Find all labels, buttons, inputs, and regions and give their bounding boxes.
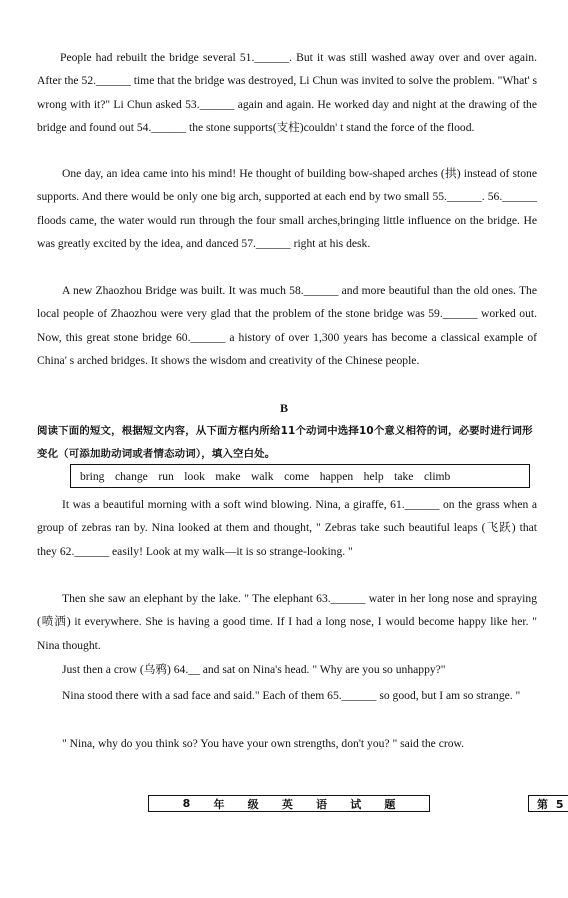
passage-a-paragraph-3: A new Zhaozhou Bridge was built. It was much 58.______ and more beautiful than the old ones. The local people of Zhaozhou were very glad that the problem of the stone bridge was 59.______ worked out. Now, this great stone bridge 60.______ a history of over 1,300 years has become a classical example of China' s arched bridges. It shows the wisdom and creativity of the Chinese people. [37,284,537,367]
footer-title-char: 题 [384,797,396,811]
word-bank-item: change [114,469,148,483]
word-bank-item: make [215,469,241,483]
passage-b-paragraph-5: " Nina, why do you think so? You have your own strengths, don't you? " said the crow. [62,737,465,750]
word-bank-item: climb [423,469,451,483]
footer-title-char: 年 [213,797,225,811]
section-b-heading: B [279,401,288,415]
word-bank-item: look [184,469,205,483]
word-bank-item: happen [319,469,354,483]
word-bank-item: help [363,469,384,483]
passage-b-paragraph-3: Just then a crow (乌鸦) 64.__ and sat on Nina's head. " Why are you so unhappy?" [62,663,446,676]
footer-page-number: 第 5 [528,795,568,812]
word-bank-item: bring [80,469,105,483]
passage-b-paragraph-1: It was a beautiful morning with a soft wind blowing. Nina, a giraffe, 61.______ on the grass when a group of zebras ran by. Nina looked at them and thought, " Zebras take such beautiful leaps (飞跃) that they 62.______ easily! Look at my walk—it is so strange-looking. " [37,498,537,558]
footer-title-char: 级 [247,797,259,811]
word-bank-item: run [158,469,174,483]
footer-title-char: 8 [182,797,191,810]
passage-b-paragraph-2: Then she saw an elephant by the lake. " The elephant 63.______ water in her long nose and spraying (喷洒) it everywhere. She is having a good time. If I had a long nose, I would become happy like her. " Nina thought. [37,592,537,652]
word-bank-item: walk [251,469,274,483]
passage-b-paragraph-4: Nina stood there with a sad face and said." Each of them 65.______ so good, but I am so strange. " [62,689,521,702]
section-b-instruction: 阅读下面的短文，根据短文内容，从下面方框内所给11个动词中选择10个意义相符的词，必要时进行词形变化（可添加助动词或者情态动词），填入空白处。 [37,425,533,460]
footer-title-char: 英 [281,797,293,811]
footer-title-char: 语 [316,797,327,811]
passage-a-paragraph-2: One day, an idea came into his mind! He thought of building bow-shaped arches (拱) instead of stone supports. And there would be only one big arch, supported at each end by two small 55.______. 56.______ floods came, the water would run through the four small arches,bringing little influence on the bridge. He was greatly excited by the idea, and danced 57.______ right at his desk. [37,167,537,250]
word-bank-item: come [284,469,310,483]
passage-a-paragraph-1: People had rebuilt the bridge several 51.______. But it was still washed away over and over again. After the 52.______ time that the bridge was destroyed, Li Chun was invited to solve the problem. "What' s wrong with it?" Li Chun asked 53.______ again and again. He worked day and night at the drawing of the bridge and found out 54.______ the stone supports(支柱)couldn' t stand the force of the flood. [37,51,537,134]
footer-exam-title [148,795,430,812]
footer-title-char: 试 [350,797,362,811]
word-bank-box [70,464,530,488]
word-bank-item: take [394,469,414,483]
